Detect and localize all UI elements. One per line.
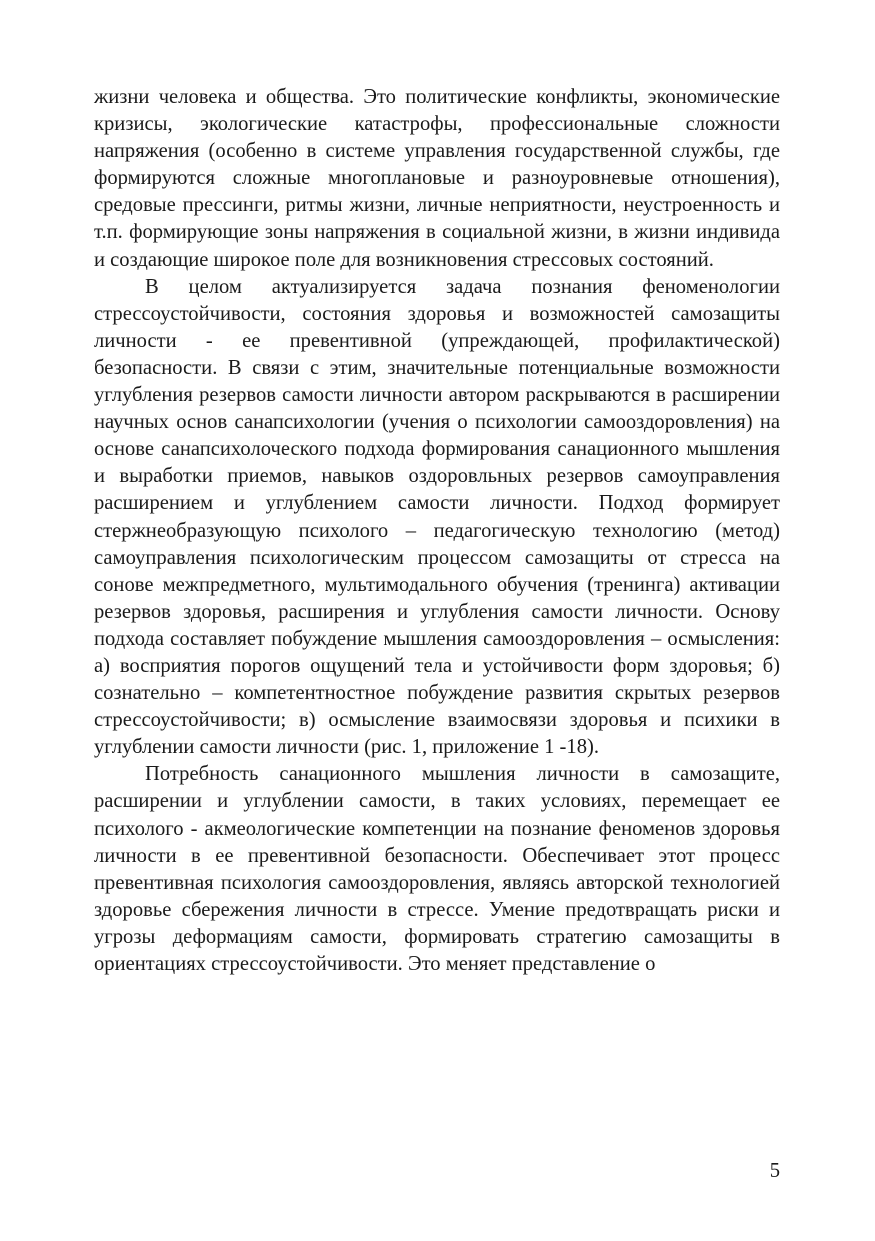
page-number: 5 (769, 1160, 780, 1182)
paragraph-3: Потребность санационного мышления личности в самозащите, расширении и углублении самости, в таких условиях, перемещает ее психолого - акмеологические компетенции на познание феноменов здоровья личности в ее превентивной безопасности. Обеспечивает этот процесс превентивная психология самооздоровления, являясь авторской технологией здоровье сбережения личности в стрессе. Умение предотвращать риски и угрозы деформациям самости, формировать стратегию самозащиты в ориентациях стрессоустойчивости. Это меняет представление о (94, 763, 780, 975)
paragraph-2: В целом актуализируется задача познания феноменологии стрессоустойчивости, состояния здоровья и возможностей самозащиты личности - ее превентивной (упреждающей, профилактической) безопасности. В связи с этим, значительные потенциальные возможности углубления резервов самости личности автором раскрываются в расширении научных основ санапсихологии (учения о психологии самооздоровления) на основе санапсихолоческого подхода формирования санационного мышления и выработки приемов, навыков оздоровльных резервов самоуправления расширением и углублением самости личности. Подход формирует стержнеобразующую психолого – педагогическую технологию (метод) самоуправления психологическим процессом самозащиты от стресса на сонове межпредметного, мультимодального обучения (тренинга) активации резервов здоровья, расширения и углубления самости личности. Основу подхода составляет побуждение мышления самооздоровления – осмысления: а) восприятия порогов ощущений тела и устойчивости форм здоровья; б) сознательно – компетентностное побуждение развития скрытых резервов стрессоустойчивости; в) осмысление взаимосвязи здоровья и психики в углублении самости личности (рис. 1, приложение 1 -18). (94, 275, 780, 759)
body-text (94, 84, 780, 978)
paragraph-1: жизни человека и общества. Это политические конфликты, экономические кризисы, экологические катастрофы, профессиональные сложности напряжения (особенно в системе управления государственной службы, где формируются сложные многоплановые и разноуровневые отношения), средовые прессинги, ритмы жизни, личные неприятности, неустроенность и т.п. формирующие зоны напряжения в социальной жизни, в жизни индивида и создающие широкое поле для возникновения стрессовых состояний. (94, 86, 780, 271)
